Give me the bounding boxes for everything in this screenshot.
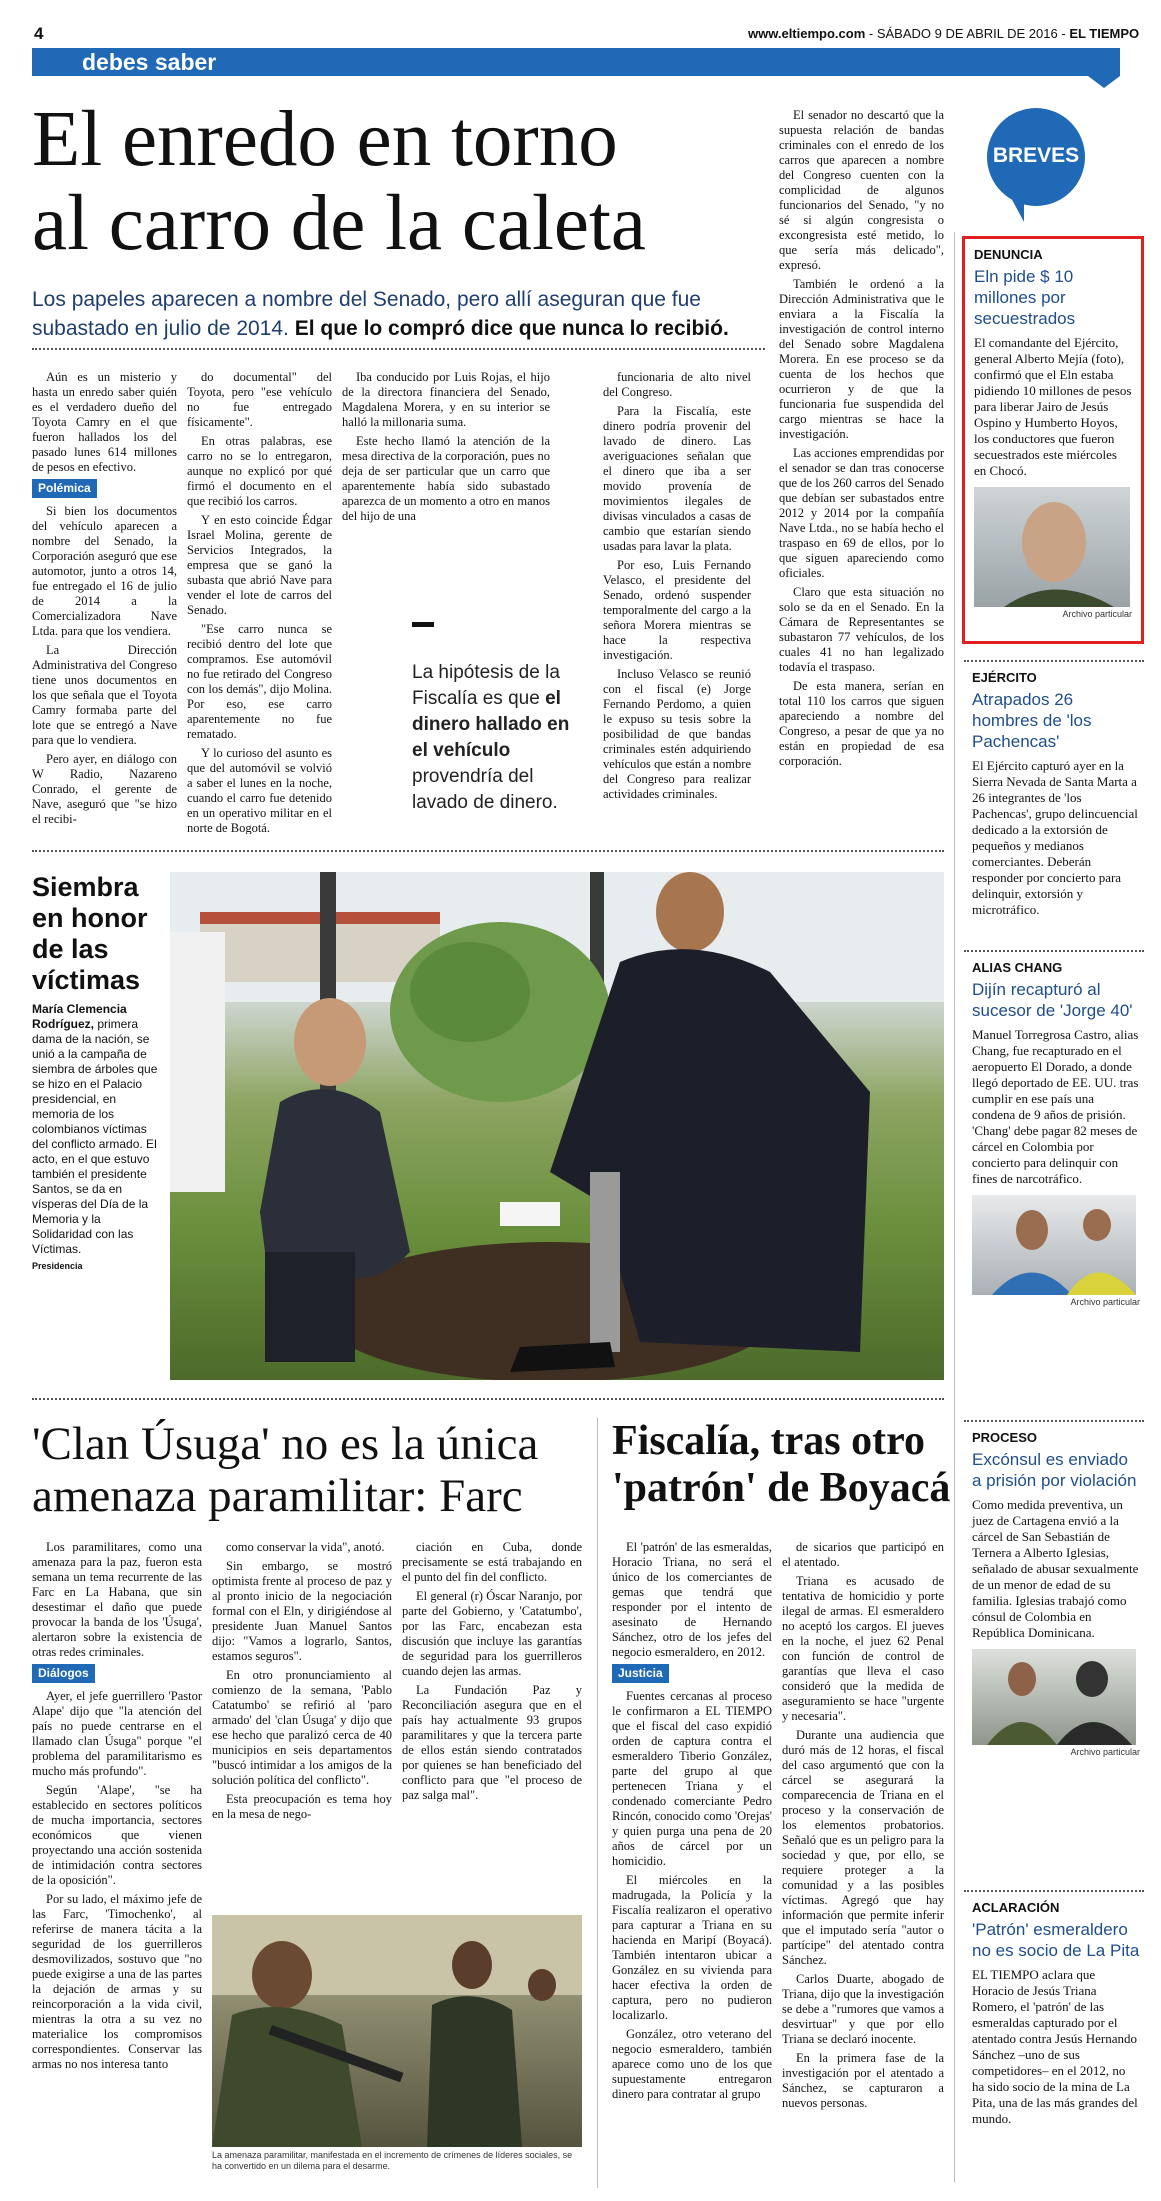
section-rule-1: [32, 850, 944, 852]
tag-label: Polémica: [32, 479, 97, 498]
pullquote-text-bold: el dinero hallado en el vehículo: [412, 688, 570, 761]
brief-head: Atrapados 26 hombres de 'los Pachencas': [972, 690, 1092, 751]
story2-col-3: [402, 1540, 582, 1908]
paragraph: Aún es un misterio y hasta un enredo saber quién es el verdadero dueño del Toyota Camry en el que fueron hallados los del pasado lunes 614 millones de pesos en efectivo.: [32, 370, 177, 474]
brief-chang: [972, 960, 1140, 1307]
paragraph: Esta preocupación es tema hoy en la mesa de nego-: [212, 1792, 392, 1821]
brief-aclaracion: [972, 1900, 1140, 2127]
general-portrait-photo: [974, 487, 1130, 607]
paragraph: Durante una audiencia que duró más de 12 horas, el fiscal del caso argumentó que con la cárcel se asegurará la comparecencia de Triana en el proceso y la conservación de los elementos probatorios. Señaló que es un peligro para la sociedad y que, por ello, se requiere proteger a la comunidad y a las posibles víctimas. Agregó que hay información que permite inferir que el imputado sería "autor o partícipe" del atentado contra Sánchez.: [782, 1728, 944, 1967]
dateline-site: www.eltiempo.com: [748, 26, 866, 41]
paragraph: Ayer, el jefe guerrillero 'Pastor Alape' dijo que "la atención del país no puede centrarse en el llamado clan Úsuga" porque "el problema del paramilitarismo es mucho más profundo".: [32, 1689, 202, 1778]
paragraph: En otras palabras, ese carro no se lo entregaron, aunque no explicó por qué firmó el documento en el que recibió los carros.: [187, 434, 332, 508]
paragraph: ciación en Cuba, donde precisamente se está trabajando en el punto del fin del conflicto.: [402, 1540, 582, 1584]
main-col-2: [187, 370, 332, 834]
paragraph: González, otro veterano del negocio esmeraldero, también aparece como uno de los que supuestamente entregaron dinero para contratar al grupo: [612, 2027, 772, 2101]
page-number: 4: [34, 24, 44, 43]
paragraph: En la primera fase de la investigación por el atentado a Sánchez, se capturaron a nuevos personas.: [782, 2051, 944, 2110]
brief-kicker: ACLARACIÓN: [972, 1900, 1060, 1915]
paragraph: "Ese carro nunca se recibió dentro del lote que compramos. Ese automóvil no fue retirado del Congreso con los demás", dijo Molina. Por eso, ese carro aparentemente no fue rematado.: [187, 622, 332, 741]
main-subhead-bold: El que lo compró dice que nunca lo recibió.: [294, 317, 729, 340]
photo-credit: Archivo particular: [1062, 609, 1132, 619]
dateline-paper: EL TIEMPO: [1069, 26, 1140, 41]
brief-rule: [964, 660, 1144, 662]
brief-head: Dijín recapturó al sucesor de 'Jorge 40': [972, 980, 1133, 1020]
breves-badge-tail: [1010, 196, 1024, 222]
section-label: debes saber: [82, 49, 217, 75]
paragraph: De esta manera, serían en total 110 los carros que siguen apareciendo a nombre del Congreso, a pesar de que ya no están en propiedad de esa corporación.: [779, 679, 944, 768]
paragraph: Y lo curioso del asunto es que del automóvil se volvió a saber el lunes en la noche, cuando el carro fue detenido en un operativo militar en el norte de Bogotá.: [187, 746, 332, 834]
brief-proceso: [972, 1430, 1140, 1757]
tag-polemica: [32, 479, 177, 498]
paragraph: Carlos Duarte, abogado de Triana, dijo que la investigación se debe a "rumores que vamos a desvirtuar" y que por ello Triana se declaró inocente.: [782, 1972, 944, 2046]
photo-credit: Presidencia: [32, 1261, 83, 1271]
paragraph: Este hecho llamó la atención de la mesa directiva de la corporación, pues no deja de ser particular que un carro que aparentemente había sido subastado aparezca de un momento a otro en manos del hijo de una: [342, 434, 550, 523]
paragraph: Fuentes cercanas al proceso le confirmaron a EL TIEMPO que el fiscal del caso expidió orden de captura contra el esmeraldero Tiberio González, parte del grupo al que pertenecen Triana y el condenado comerciante Pedro Rincón, conocido como 'Orejas' y quien purga una pena de 20 años de cárcel por un homicidio.: [612, 1689, 772, 1868]
photo-story-lead-name: María Clemencia Rodríguez,: [32, 1002, 127, 1031]
main-col-1: [32, 370, 177, 834]
photo-credit: Archivo particular: [1070, 1747, 1140, 1757]
brief-body: EL TIEMPO aclara que Horacio de Jesús Triana Romero, el 'patrón' de las esmeraldas capturado por el atentado contra Jesús Hernando Sánchez –uno de sus competidores– en el 2012, no ha sido socio de la mina de La Pita, una de las más grandes del mundo.: [972, 1967, 1138, 2126]
main-headline-line1: El enredo en torno: [32, 96, 618, 183]
paragraph: El miércoles en la madrugada, la Policía y la Fiscalía realizaron el operativo para capturar a Triana en su hacienda en Maripí (Boyacá). También intentaron ubicar a González en su vivienda para hacer efectiva la orden de captura, pero no pudieron localizarlo.: [612, 1873, 772, 2022]
story2-col-2: [212, 1540, 392, 1908]
section-bar-notch: [1088, 76, 1120, 88]
section-rule-2: [32, 1398, 944, 1400]
paragraph: Si bien los documentos del vehículo aparecen a nombre del Senado, la Corporación aseguró que ese automotor, junto a otros 14, fue entregado el 16 de julio de 2014 a la Comercializadora Nave Ltda. para que los vendiera.: [32, 504, 177, 638]
paragraph: Incluso Velasco se reunió con el fiscal (e) Jorge Fernando Perdomo, a quien le expuso su tesis sobre la posibilidad de que bandas criminales estén adquiriendo vehículos que están a nombre del Congreso para realizar actividades criminales.: [603, 667, 751, 801]
story2-headline: 'Clan Úsuga' no es la única amenaza paramilitar: Farc: [32, 1418, 539, 1522]
brief-kicker: EJÉRCITO: [972, 670, 1037, 685]
police-photo: [972, 1649, 1136, 1745]
paragraph: Claro que esta situación no solo se da en el Senado. En la Cámara de Representantes se subastaron 77 vehículos, de los cuales 41 no han legalizado todavía el traspaso.: [779, 585, 944, 674]
brief-rule: [964, 1420, 1144, 1422]
brief-body: Como medida preventiva, un juez de Cartagena envió a la cárcel de San Sebastián de Ternera a Alberto Iglesias, señalado de abusar sexualmente de un menor de edad de su familia. Iglesias trabajó como cónsul de Colombia en República Dominicana.: [972, 1497, 1139, 1640]
dateline: www.eltiempo.com - SÁBADO 9 DE ABRIL DE 2016 - EL TIEMPO: [748, 26, 1140, 41]
paragraph: La Dirección Administrativa del Congreso tiene unos documentos en los que señala que el Toyota Camry formaba parte del lote que se entregó a Nave para que lo vendiera.: [32, 643, 177, 747]
brief-ejercito: [972, 670, 1140, 918]
pullquote-dash: [412, 622, 434, 627]
paragraph: Pero ayer, en diálogo con W Radio, Nazareno Conrado, el gerente de Nave, aseguró que "se hizo el recibi-: [32, 752, 177, 826]
paragraph: Los paramilitares, como una amenaza para la paz, fueron esta semana un tema recurrente de las Farc en La Habana, que sin desestimar el daño que puede provocar la banda de los 'Úsuga', alertaron sobre la existencia de otras redes criminales.: [32, 1540, 202, 1659]
breves-badge-label: BREVES: [992, 144, 1080, 167]
pullquote-text-b: provendría del lavado de dinero.: [412, 766, 558, 813]
brief-kicker: DENUNCIA: [974, 247, 1043, 262]
paragraph: En otro pronunciamiento al comienzo de la semana, 'Pablo Catatumbo' se refirió al 'paro armado' del 'clan Úsuga' y dijo que ese hecho que paralizó cerca de 40 municipios en seis departamentos "buscó intimidar a los amigos de la solución política del conflicto".: [212, 1668, 392, 1787]
photo-story-lead: [32, 1002, 162, 1274]
paragraph: También le ordenó a la Dirección Administrativa que le enviara a la Fiscalía la investigación de control interno del Senado sobre Magdalena Morera. En ese proceso se da cuenta de los hechos que ocurrieron y de que la funcionaria fue suspendida del cargo mientras se hace la investigación.: [779, 277, 944, 441]
brief-kicker: ALIAS CHANG: [972, 960, 1063, 975]
paragraph: La Fundación Paz y Reconciliación asegura que en el país hay actualmente 93 grupos paramilitares y que la tercera parte de ellos están siendo contratados por quienes se han beneficiado del conflicto para que "el proceso de paz salga mal".: [402, 1683, 582, 1802]
brief-denuncia: [962, 236, 1144, 644]
brief-body: Manuel Torregrosa Castro, alias Chang, fue recapturado en el aeropuerto El Dorado, a donde llegó deportado de EE. UU. tras cumplir en ese país una condena de 9 años de prisión. 'Chang' debe pagar 82 meses de cárcel en Colombia por concierto para delinquir con fines de narcotráfico.: [972, 1027, 1139, 1186]
brief-body: El comandante del Ejército, general Alberto Mejía (foto), confirmó que el Eln estaba pidiendo 10 millones de pesos para liberar Jairo de Jesús Ospino y Humberto Hoyos, los conductores que fueron secuestrados este miércoles en Chocó.: [974, 335, 1132, 478]
paragraph: Y en esto coincide Édgar Israel Molina, gerente de Servicios Integrados, la empresa que se ganó la subasta que abrió Nave para vender el lote de carros del Senado.: [187, 513, 332, 617]
brief-rule: [964, 950, 1144, 952]
photo-story-title: Siembra en honor de las víctimas: [32, 872, 148, 995]
main-headline-line2: al carro de la caleta: [32, 180, 646, 267]
paragraph: El 'patrón' de las esmeraldas, Horacio Triana, no será el único de los comerciantes de gemas que tendrá que responder por el intento de asesinato de Hernando Sánchez, otro de los jefes del negocio esmeraldero, en 2012.: [612, 1540, 772, 1659]
paragraph: Para la Fiscalía, este dinero podría provenir del lavado de dinero. Las averiguaciones señalan que el dinero que iba a ser movido provenía de movimientos ilegales de divisas vinculados a casas de cambio que estarían siendo usadas para lavar la plata.: [603, 404, 751, 553]
dateline-date: SÁBADO 9 DE ABRIL DE 2016: [876, 26, 1058, 41]
paragraph: do documental" del Toyota, pero "ese vehículo no fue entregado físicamente".: [187, 370, 332, 429]
photo-credit: Archivo particular: [1070, 1297, 1140, 1307]
pullquote: [412, 660, 582, 816]
story3-col-1: [612, 1540, 772, 2188]
tree-planting-photo: [170, 872, 944, 1380]
main-col-4: [603, 370, 751, 834]
paragraph: El general (r) Óscar Naranjo, por parte del Gobierno, y 'Catatumbo', por las Farc, encabezan esta discusión que incluye las garantías de seguridad para los guerrilleros cuando dejen las armas.: [402, 1589, 582, 1678]
soldiers-photo-caption: La amenaza paramilitar, manifestada en el incremento de crímenes de líderes sociales, se ha convertido en un dilema para el desarme.: [212, 2150, 573, 2171]
arrest-photo: [972, 1195, 1136, 1295]
brief-head: Excónsul es enviado a prisión por violación: [972, 1450, 1137, 1490]
tag-dialogos: [32, 1664, 202, 1683]
brief-body: El Ejército capturó ayer en la Sierra Nevada de Santa Marta a 26 integrantes de 'los Pachencas', grupo delincuencial dedicado a la extorsión de pequeños y medianos comerciantes. Deberán responder por concierto para delinquir, extorsión y microtráfico.: [972, 758, 1138, 917]
tag-label: Diálogos: [32, 1664, 95, 1683]
brief-head: Eln pide $ 10 millones por secuestrados: [974, 267, 1076, 328]
brief-head: 'Patrón' esmeraldero no es socio de La Pita: [972, 1920, 1140, 1960]
paragraph: Según 'Alape', "se ha establecido en sectores políticos de mucha importancia, sectores económicos que vienen proyectando una acción sostenida de intimidación contra sectores de la oposición".: [32, 1783, 202, 1887]
main-col-5: [779, 108, 944, 834]
story3-col-2: [782, 1540, 944, 2188]
photo-story-lead-text: primera dama de la nación, se unió a la campaña de siembra de árboles que se hizo en el Palacio presidencial, en memoria de los colombianos víctimas del conflicto armado. El acto, en el que estuvo también el presidente Santos, se da en vísperas del Día de la Memoria y la Solidaridad con las Víctimas.: [32, 1017, 158, 1256]
paragraph: como conservar la vida", anotó.: [226, 1540, 385, 1554]
main-subhead: [32, 285, 767, 343]
story2-col-1: [32, 1540, 202, 2188]
sidebar-rule: [954, 232, 955, 2182]
paragraph: Sin embargo, se mostró optimista frente al proceso de paz y al pronto inicio de la negociación formal con el Eln, y dirigiéndose al presidente Juan Manuel Santos dijo: "Vamos a lograrlo, Santos, estamos seguros".: [212, 1559, 392, 1663]
story3-headline: Fiscalía, tras otro 'patrón' de Boyacá: [612, 1418, 951, 1511]
paragraph: Las acciones emprendidas por el senador se dan tras conocerse que de los 260 carros del Senado que debían ser subastados entre 2012 y 2014 por la compañía Nave Ltda., no se había hecho el traspaso en 69 de ellos, por lo que siguen apareciendo como oficiales.: [779, 446, 944, 580]
pullquote-text-a: La hipótesis de la Fiscalía es que: [412, 662, 560, 709]
paragraph: Triana es acusado de tentativa de homicidio y porte ilegal de armas. El esmeraldero no aceptó los cargos. El jueves en la noche, el juez 62 Penal con función de control de garantías que lleva el caso consideró que la medida de aseguramiento se hace "urgente y necesaria".: [782, 1574, 944, 1723]
paragraph: Por eso, Luis Fernando Velasco, el presidente del Senado, ordenó suspender temporalmente del cargo a la señora Morera mientras se hace la respectiva investigación.: [603, 558, 751, 662]
tag-justicia: [612, 1664, 772, 1683]
paragraph: Por su lado, el máximo jefe de las Farc, 'Timochenko', al referirse de manera tácita a la seguridad de los guerrilleros desmovilizados, sostuvo que "no puede exigirse a una de las partes la dejación de armas y su reincorporación a la vida civil, mientras la otra a su vez no materialice los compromisos correspondientes. Conservar las armas no nos interesa tanto: [32, 1892, 202, 2071]
paragraph: El senador no descartó que la supuesta relación de bandas criminales con el enredo de los carros que aparecen a nombre del Congreso cuenten con la complicidad de algunos funcionarios del Senado, "y no sé si algún congresista o excongresista esté metido, lo que sería más delicado", expresó.: [779, 108, 944, 272]
paragraph: funcionaria de alto nivel del Congreso.: [603, 370, 751, 399]
main-subhead-b: subastado en julio de 2014.: [32, 317, 289, 340]
main-col-3: [342, 370, 550, 602]
main-headline: [32, 98, 772, 266]
paragraph: Iba conducido por Luis Rojas, el hijo de la directora financiera del Senado, Magdalena Morera, y en su interior se halló la millonaria suma.: [342, 370, 550, 429]
brief-kicker: PROCESO: [972, 1430, 1038, 1445]
soldiers-photo: [212, 1915, 582, 2147]
subhead-rule: [32, 348, 765, 350]
tag-label: Justicia: [612, 1664, 669, 1683]
paragraph: de sicarios que participó en el atentado.: [782, 1540, 944, 1569]
main-subhead-a: Los papeles aparecen a nombre del Senado, pero allí aseguran que fue: [32, 288, 701, 311]
brief-rule: [964, 1890, 1144, 1892]
column-rule: [597, 1418, 598, 2188]
